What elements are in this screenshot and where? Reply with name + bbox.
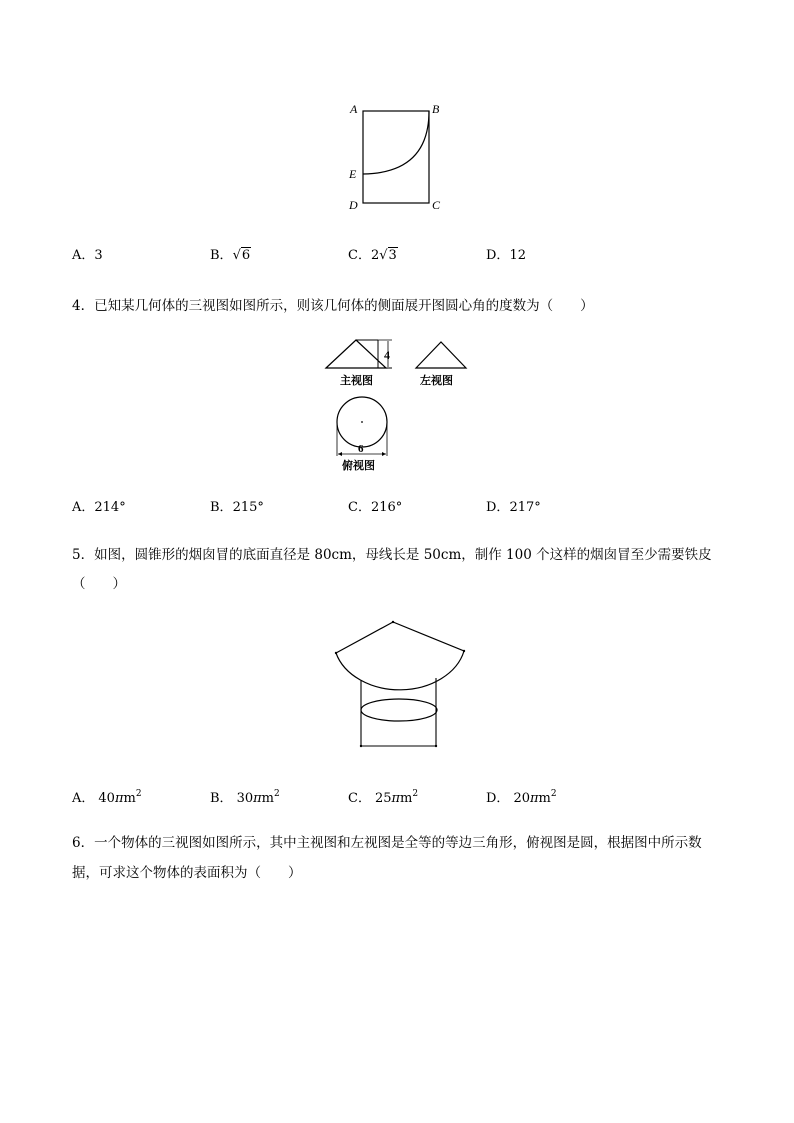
sqrt-sign: √ bbox=[232, 248, 241, 263]
option-value: 3 bbox=[388, 248, 397, 263]
q5-stem-line2: （ ） bbox=[72, 576, 126, 592]
label-D: D bbox=[349, 198, 358, 212]
front-view-label: 主视图 bbox=[340, 375, 373, 387]
q4-option-b: B．215° bbox=[210, 500, 264, 515]
q5-stem-line1: 5．如图，圆锥形的烟囱冒的底面直径是 80cm，母线长是 50cm，制作 100 个这样的烟囱冒至少需要铁皮 bbox=[72, 547, 712, 563]
option-letter: B． bbox=[210, 248, 233, 263]
q5-option-c: C． $25\pi m^2$ bbox=[348, 789, 419, 806]
q4-stem: 4．已知某几何体的三视图如图所示，则该几何体的侧面展开图圆心角的度数为（ ） bbox=[72, 298, 594, 314]
label-E: E bbox=[349, 167, 357, 181]
diameter-label: 6 bbox=[358, 443, 364, 455]
q6-stem-line1: 6．一个物体的三视图如图所示，其中主视图和左视图是全等的等边三角形，俯视图是圆，根据图中所示数 bbox=[72, 835, 702, 851]
option-value: 3 bbox=[94, 248, 103, 263]
option-letter: C． bbox=[348, 248, 371, 263]
height-label: 4 bbox=[384, 348, 390, 362]
left-view-label: 左视图 bbox=[420, 375, 453, 387]
q3-option-a bbox=[72, 248, 103, 264]
option-letter: D． bbox=[486, 248, 510, 263]
option-value-coeff: 2 bbox=[370, 248, 380, 263]
option-letter: A． bbox=[72, 248, 95, 263]
figure-three-views-cone bbox=[322, 336, 482, 476]
option-value: 6 bbox=[241, 248, 251, 263]
figure-chimney-cap bbox=[330, 618, 470, 752]
top-view-label: 俯视图 bbox=[342, 460, 375, 472]
q5-option-a: A． $40\pi m^2$ bbox=[72, 789, 142, 806]
q4-option-a: A．214° bbox=[72, 500, 126, 515]
q4-option-c: C．216° bbox=[348, 500, 403, 515]
q5-option-d: D． $20\pi m^2$ bbox=[486, 789, 557, 806]
label-A: A bbox=[350, 102, 358, 116]
sqrt-sign: √ bbox=[379, 248, 388, 263]
q3-option-d bbox=[486, 248, 526, 264]
figure-rectangle-arc bbox=[340, 98, 450, 218]
option-value: 12 bbox=[509, 248, 526, 263]
label-C: C bbox=[432, 198, 441, 212]
label-B: B bbox=[432, 102, 440, 116]
q6-stem-line2: 据，可求这个物体的表面积为（ ） bbox=[72, 865, 302, 881]
q3-option-c bbox=[348, 248, 398, 264]
q5-option-b: B． $30\pi m^2$ bbox=[210, 789, 280, 806]
q4-option-d: D．217° bbox=[486, 500, 541, 515]
q3-option-b bbox=[210, 248, 251, 264]
